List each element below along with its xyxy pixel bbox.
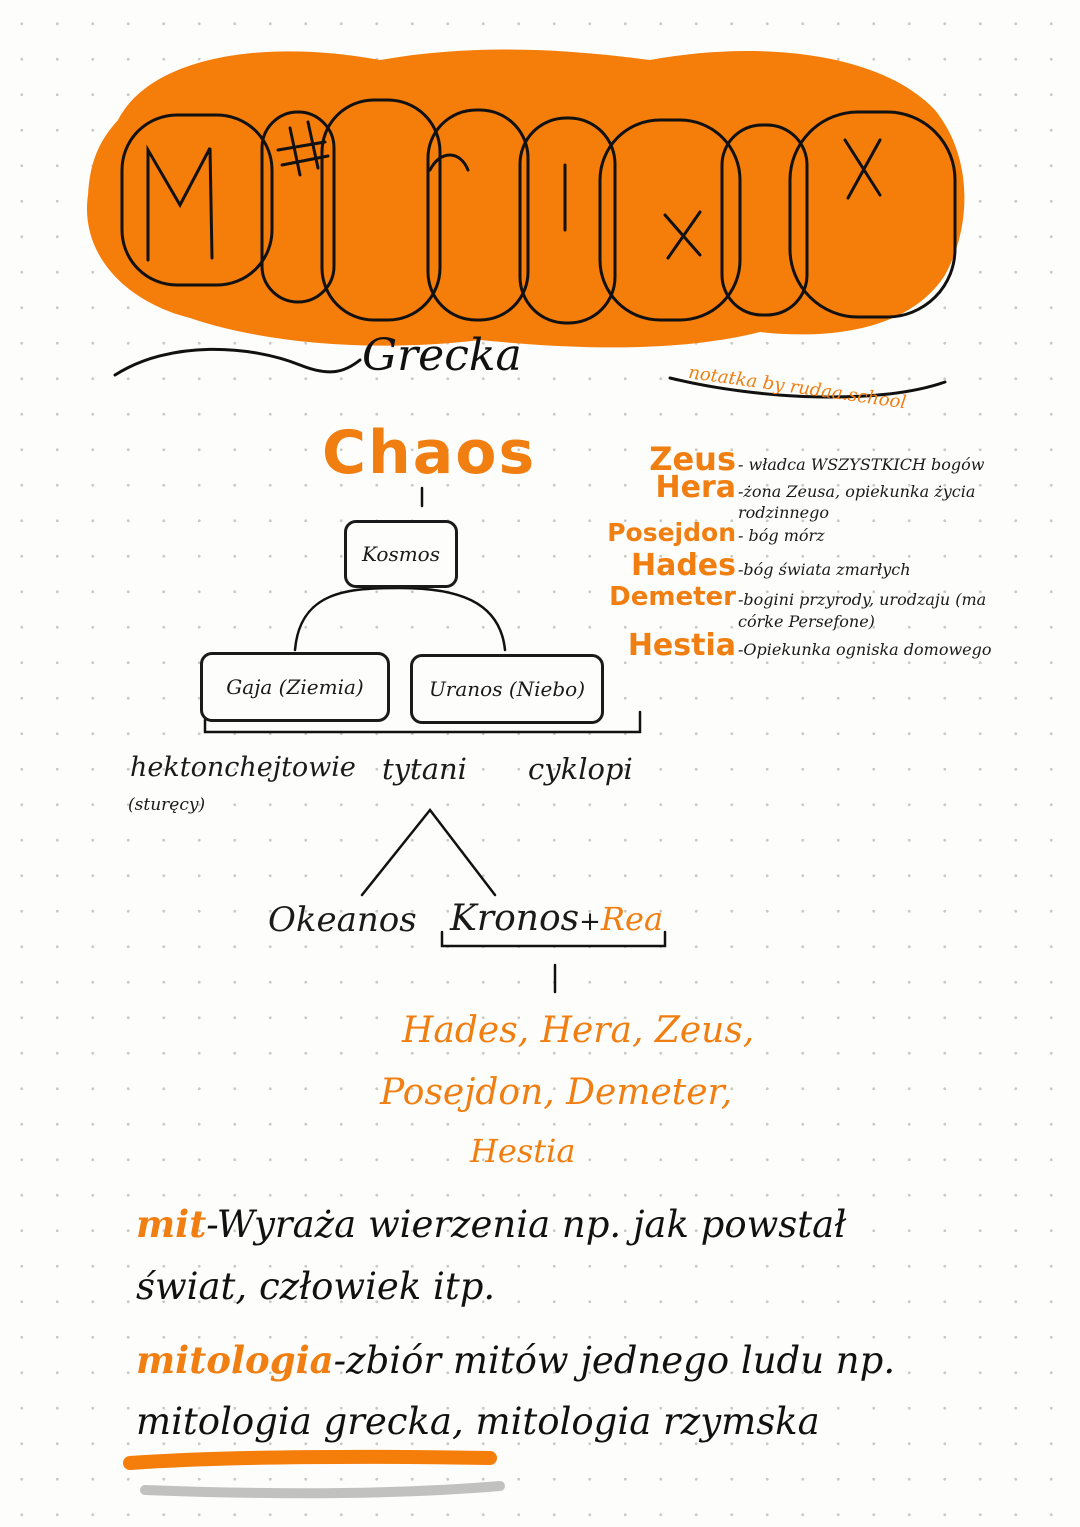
god-name: Demeter	[609, 582, 736, 612]
god-row-hestia	[600, 628, 992, 663]
god-row-hera	[600, 470, 975, 505]
definition-mitologia-grecka: mitologia grecka,	[136, 1400, 464, 1443]
tree-plus: +	[579, 907, 601, 937]
god-row-hades	[600, 548, 911, 583]
god-desc-cont: rodzinnego	[738, 503, 830, 522]
god-name: Hades	[630, 548, 736, 583]
tree-node-uranos: Uranos (Niebo)	[410, 654, 604, 724]
definition-mit-line2: świat, człowiek itp.	[136, 1265, 496, 1308]
god-row-demeter	[600, 582, 986, 612]
tree-offspring-line3: Hestia	[470, 1132, 576, 1170]
god-desc: -Opiekunka ogniska domowego	[738, 640, 992, 659]
god-name: Hera	[655, 470, 736, 505]
tree-kronos: Kronos	[450, 898, 580, 939]
tree-offspring-line1: Hades, Hera, Zeus,	[402, 1010, 755, 1051]
god-name: Posejdon	[607, 518, 736, 547]
tree-kronos-rea	[450, 898, 663, 939]
tree-hekatonchejrowie-note: (sturęcy)	[128, 795, 206, 815]
god-desc: -bóg świata zmarłych	[738, 560, 911, 579]
definition-mitologia-line2	[136, 1400, 820, 1443]
definition-mitologia-text: -zbiór mitów jednego ludu np.	[333, 1339, 896, 1382]
god-desc-cont: córke Persefone)	[738, 612, 875, 631]
term-mit: mit	[136, 1202, 207, 1246]
tree-okeanos: Okeanos	[268, 900, 417, 940]
tree-node-gaja: Gaja (Ziemia)	[200, 652, 390, 722]
credit-text: notatka by rudaa.school	[687, 362, 908, 414]
god-row-posejdon	[600, 518, 825, 547]
definition-mit-text: -Wyraża wierzenia np. jak powstał	[206, 1203, 847, 1246]
tree-offspring-line2: Posejdon, Demeter,	[380, 1072, 733, 1113]
definition-mitologia-rzymska: mitologia rzymska	[463, 1400, 820, 1443]
god-desc: - bóg mórz	[738, 526, 825, 545]
tree-tytani: tytani	[382, 752, 467, 786]
definition-mitologia-line1	[136, 1338, 895, 1382]
god-name: Zeus	[649, 440, 736, 478]
god-desc: - władca WSZYSTKICH bogów	[738, 455, 985, 474]
subtitle-text: Grecka	[362, 330, 522, 381]
god-desc: -bogini przyrody, urodzaju (ma	[738, 590, 987, 609]
tree-hekatonchejrowie: hektonchejtowie	[130, 752, 356, 783]
tree-node-kosmos: Kosmos	[344, 520, 458, 588]
tree-root-chaos: Chaos	[322, 418, 537, 488]
term-mitologia: mitologia	[136, 1338, 334, 1382]
tree-rea: Rea	[600, 900, 664, 938]
god-name: Hestia	[627, 628, 736, 663]
definition-mit-line1	[136, 1202, 846, 1246]
tree-cyklopi: cyklopi	[528, 752, 633, 786]
god-desc: -żona Zeusa, opiekunka życia	[738, 482, 976, 501]
